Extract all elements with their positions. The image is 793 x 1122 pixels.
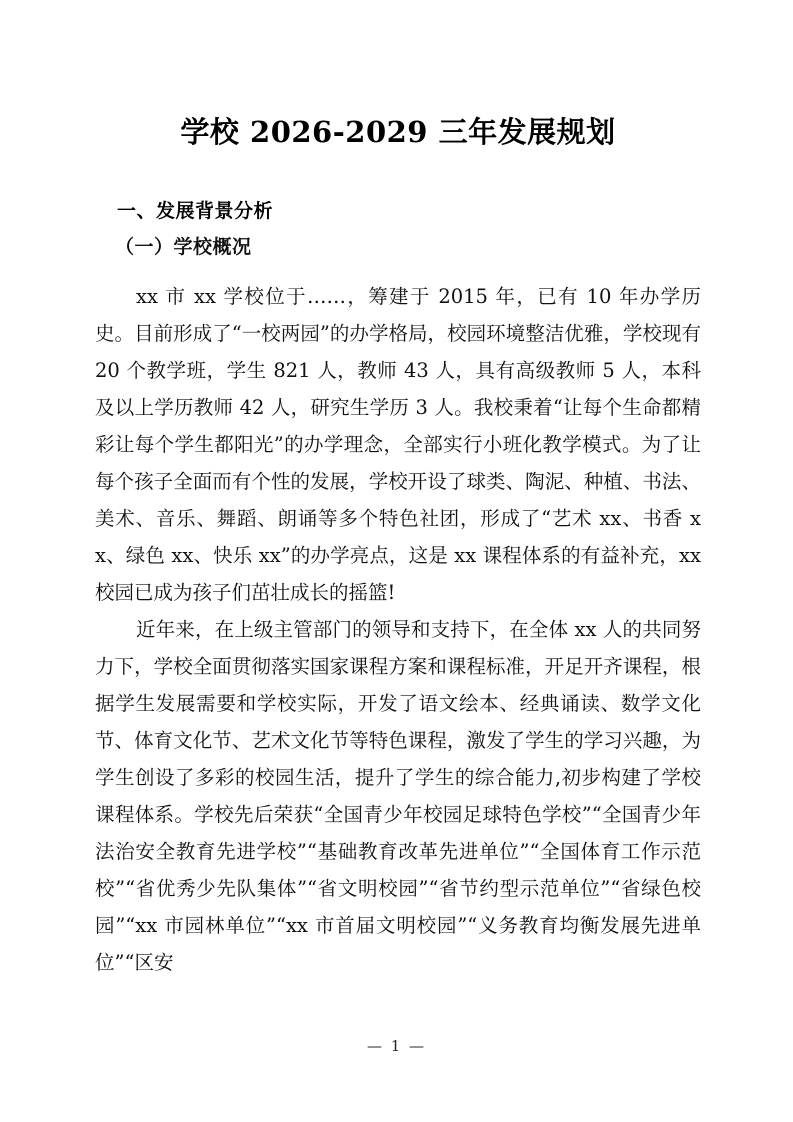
body-paragraph-2: 近年来，在上级主管部门的领导和支持下，在全体 xx 人的共同努力下，学校全面贯彻落实国家课程方案和课程标准，开足开齐课程，根据学生发展需要和学校实际，开发了语文绘本、经典诵读、数学文化节、体育文化节、艺术文化节等特色课程，激发了学生的学习兴趣，为学生创设了多彩的校园生活，提升了学生的综合能力,初步构建了学校课程体系。学校先后荣获“全国青少年校园足球特色学校”“全国青少年法治安全教育先进学校”“基础教育改革先进单位”“全国体育工作示范校”“省优秀少先队集体”“省文明校园”“省节约型示范单位”“省绿色校园”“xx 市园林单位”“xx 市首届文明校园”“义务教育均衡发展先进单位”“区安 (95, 618, 701, 974)
page-content (95, 0, 701, 981)
section-heading-level-1: 一、发展背景分析 (117, 200, 274, 222)
section-heading-level-2: （一）学校概况 (115, 236, 252, 258)
page-number-footer: — 1 — (366, 1037, 427, 1055)
body-paragraph-1: xx 市 xx 学校位于……，筹建于 2015 年，已有 10 年办学历史。目前形成了“一校两园”的办学格局，校园环境整洁优雅，学校现有 20 个教学班，学生 821 人，教师 43 人，具有高级教师 5 人，本科及以上学历教师 42 人，研究生学历 3 人。我校秉着“让每个生命都精彩让每个学生都阳光”的办学理念，全部实行小班化教学模式。为了让每个孩子全面而有个性的发展，学校开设了球类、陶泥、种植、书法、美术、音乐、舞蹈、朗诵等多个特色社团，形成了“艺术 xx、书香 xx、绿色 xx、快乐 xx”的办学亮点，这是 xx 课程体系的有益补充，xx 校园已成为孩子们茁壮成长的摇篮! (95, 285, 701, 604)
page-title: 学校 2026-2029 三年发展规划 (180, 115, 616, 149)
